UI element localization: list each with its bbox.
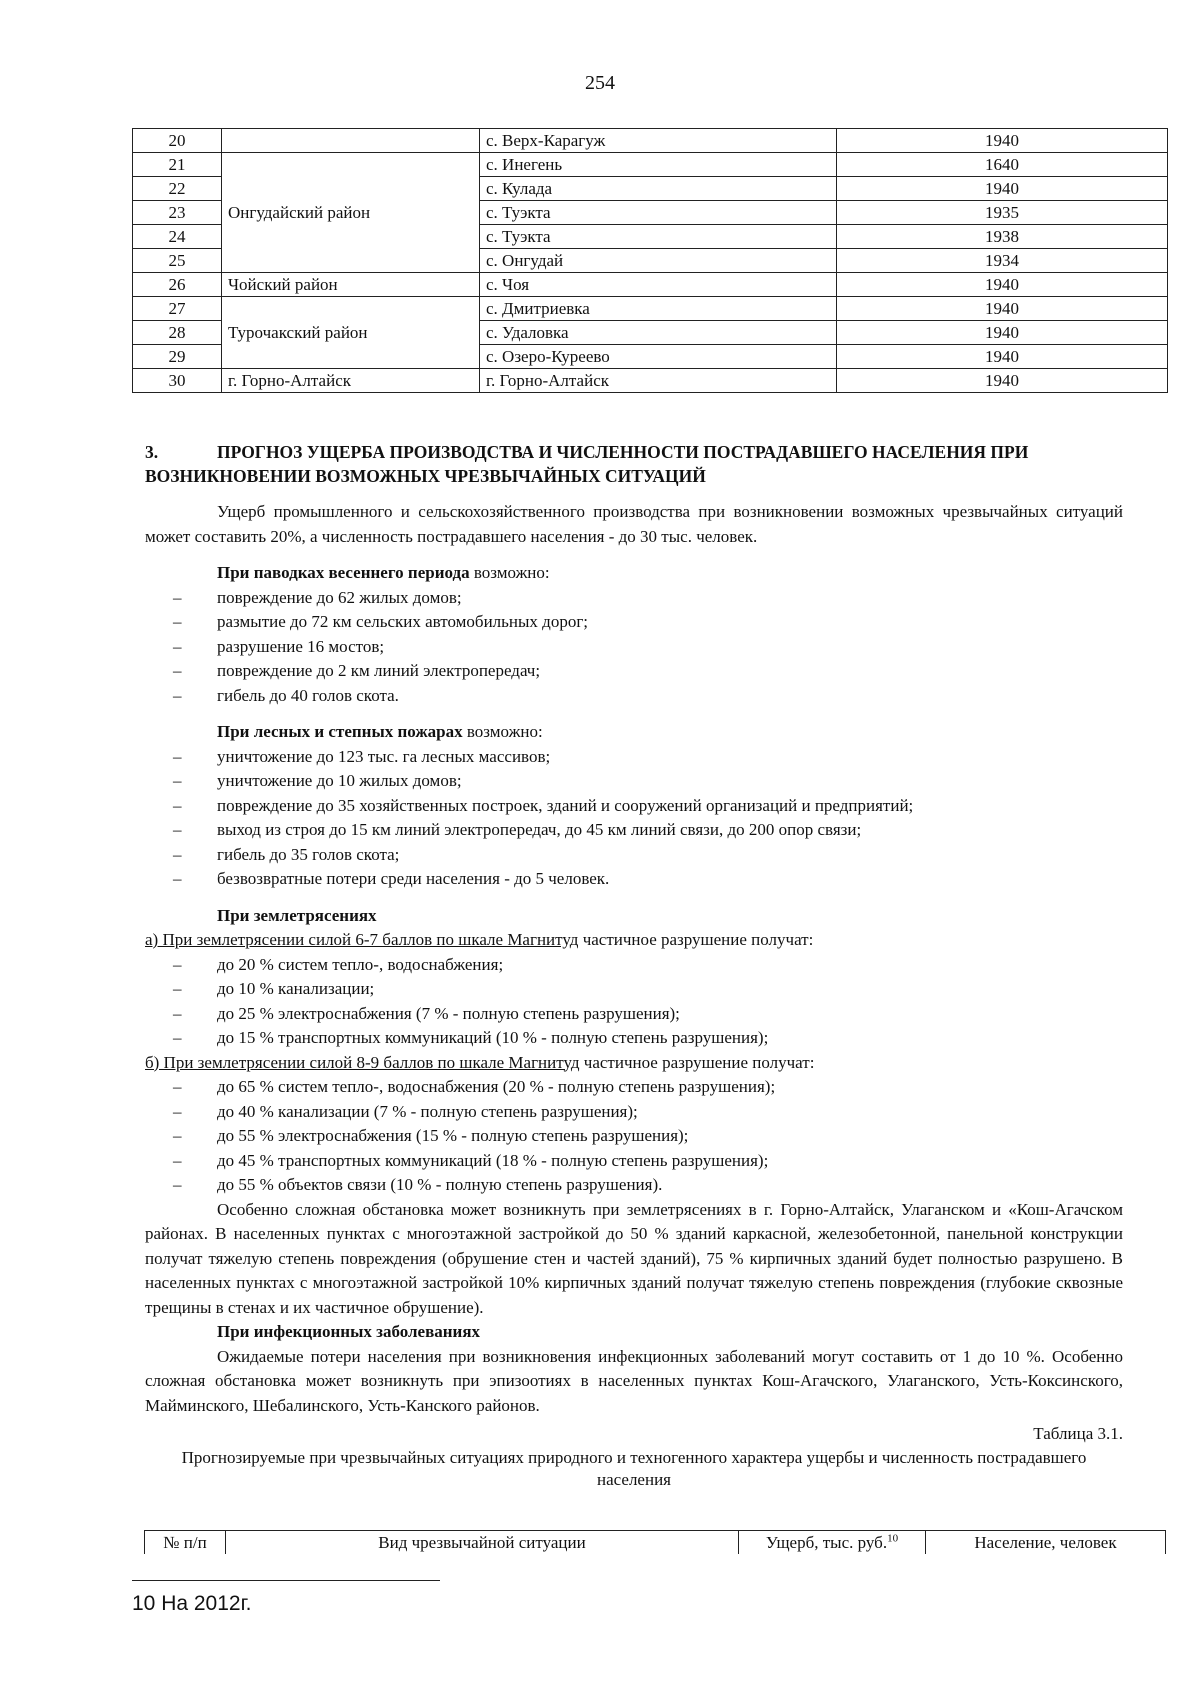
- table-row: [133, 297, 1168, 321]
- column-header-text: Ущерб, тыс. руб.: [765, 1533, 888, 1552]
- district-cell: Турочакский район: [222, 297, 480, 369]
- floods-lead-rest: возможно:: [469, 563, 550, 582]
- floods-list: [145, 586, 1123, 709]
- year-cell: 1940: [837, 273, 1168, 297]
- year-cell: 1940: [837, 297, 1168, 321]
- earthquake-b-list: [145, 1075, 1123, 1198]
- list-item: – до 25 % электроснабжения (7 % - полную степень разрушения);: [173, 1003, 680, 1023]
- table-row: [133, 273, 1168, 297]
- section-content: [145, 440, 1123, 1491]
- row-number: 20: [133, 129, 222, 153]
- list-item: – повреждение до 2 км линий электропередач;: [173, 661, 541, 680]
- list-item-text: уничтожение до 123 тыс. га лесных массивов;: [217, 746, 551, 766]
- floods-lead: [145, 561, 1123, 586]
- settlement-cell: с. Инегень: [480, 153, 837, 177]
- earthquake-a-underlined: а) При землетрясении силой 6-7 баллов по шкале Магнитуд: [145, 930, 579, 949]
- list-item: – до 65 % систем тепло-, водоснабжения (20 % - полную степень разрушения);: [173, 1077, 776, 1096]
- settlement-cell: г. Горно-Алтайск: [480, 369, 837, 393]
- list-item: – гибель до 35 голов скота;: [173, 844, 400, 864]
- page-number: 254: [585, 72, 615, 94]
- year-cell: 1640: [837, 153, 1168, 177]
- list-item: – размытие до 72 км сельских автомобильных дорог;: [173, 612, 589, 631]
- row-number: 21: [133, 153, 222, 177]
- list-item: – до 55 % объектов связи (10 % - полную степень разрушения).: [173, 1175, 663, 1194]
- year-cell: 1938: [837, 225, 1168, 249]
- list-item-text: размытие до 72 км сельских автомобильных дорог;: [217, 612, 589, 631]
- list-item-text: выход из строя до 15 км линий электропередач, до 45 км линий связи, до 200 опор связи;: [217, 820, 862, 839]
- damage-forecast-table: [144, 1530, 1166, 1554]
- list-item-text: безвозвратные потери среди населения - до 5 человек.: [217, 869, 610, 888]
- list-item: – выход из строя до 15 км линий электропередач, до 45 км линий связи, до 200 опор связи;: [173, 820, 862, 839]
- column-header: № п/п: [145, 1531, 226, 1555]
- table-row: [133, 369, 1168, 393]
- earthquake-b-underlined: б) При землетрясении силой 8-9 баллов по шкале Магнитуд: [145, 1052, 580, 1072]
- table-row: [133, 153, 1168, 177]
- list-item: – уничтожение до 10 жилых домов;: [173, 771, 462, 790]
- section-title: ПРОГНОЗ УЩЕРБА ПРОИЗВОДСТВА И ЧИСЛЕННОСТИ ПОСТРАДАВШЕГО НАСЕЛЕНИЯ ПРИ ВОЗНИКНОВЕНИИ ВОЗМОЖНЫХ ЧРЕЗВЫЧАЙНЫХ СИТУАЦИЙ: [145, 442, 1029, 486]
- list-item: – до 55 % электроснабжения (15 % - полную степень разрушения);: [173, 1126, 689, 1145]
- settlement-cell: с. Верх-Карагуж: [480, 129, 837, 153]
- list-item-text: повреждение до 35 хозяйственных построек, зданий и сооружений организаций и предприятий;: [217, 795, 914, 815]
- list-item: – повреждение до 62 жилых домов;: [173, 587, 462, 607]
- settlement-cell: с. Туэкта: [480, 201, 837, 225]
- row-number: 29: [133, 345, 222, 369]
- year-cell: 1935: [837, 201, 1168, 225]
- row-number: 23: [133, 201, 222, 225]
- earthquakes-heading: При землетрясениях: [217, 905, 377, 925]
- footnote-reference: 10: [887, 1532, 899, 1545]
- list-item-text: до 40 % канализации (7 % - полную степень разрушения);: [217, 1101, 638, 1121]
- fires-list: [145, 745, 1123, 892]
- district-cell: Чойский район: [222, 273, 480, 297]
- settlement-cell: с. Озеро-Куреево: [480, 345, 837, 369]
- list-item-text: уничтожение до 10 жилых домов;: [217, 771, 462, 790]
- list-item-text: гибель до 40 голов скота.: [217, 685, 399, 705]
- table-row: [133, 129, 1168, 153]
- column-header: Вид чрезвычайной ситуации: [226, 1531, 739, 1555]
- footnote-divider: [132, 1580, 440, 1581]
- settlement-cell: с. Чоя: [480, 273, 837, 297]
- infections-paragraph: Ожидаемые потери населения при возникновения инфекционных заболеваний могут составить от 1 до 10 %. Особенно сложная обстановка может возникнуть при эпизоотиях в населенных пунктах Кош-Агачского, Улаганского, Усть-Коксинского, Майминского, Шебалинского, Усть-Канского районов.: [145, 1346, 1123, 1415]
- settlement-cell: с. Онгудай: [480, 249, 837, 273]
- list-item-text: до 25 % электроснабжения (7 % - полную степень разрушения);: [217, 1003, 680, 1023]
- settlement-cell: с. Туэкта: [480, 225, 837, 249]
- row-number: 30: [133, 369, 222, 393]
- list-item-text: гибель до 35 голов скота;: [217, 844, 400, 864]
- table-caption: Таблица 3.1.: [1033, 1424, 1123, 1443]
- section-heading: [145, 440, 1123, 488]
- list-item-text: до 10 % канализации;: [217, 979, 375, 998]
- infections-heading: При инфекционных заболеваниях: [217, 1322, 481, 1341]
- earthquake-a-list: [145, 953, 1123, 1051]
- list-item-text: до 45 % транспортных коммуникаций (18 % - полную степень разрушения);: [217, 1150, 769, 1170]
- row-number: 25: [133, 249, 222, 273]
- settlement-cell: с. Дмитриевка: [480, 297, 837, 321]
- list-item: – повреждение до 35 хозяйственных построек, зданий и сооружений организаций и предприятий;: [173, 795, 914, 815]
- row-number: 26: [133, 273, 222, 297]
- earthquake-a-rest: частичное разрушение получат:: [578, 930, 814, 949]
- year-cell: 1940: [837, 177, 1168, 201]
- earthquake-b-lead: [145, 1051, 1123, 1076]
- list-item: – гибель до 40 голов скота.: [173, 685, 399, 705]
- row-number: 27: [133, 297, 222, 321]
- row-number: 28: [133, 321, 222, 345]
- intro-paragraph: Ущерб промышленного и сельскохозяйственного производства при возникновении возможных чрезвычайных ситуаций может составить 20%, а численность пострадавшего населения - до 30 тыс. человек.: [145, 502, 1123, 546]
- table-header-row: [145, 1531, 1166, 1555]
- footnote-number: 10: [132, 1592, 156, 1615]
- district-cell: г. Горно-Алтайск: [222, 369, 480, 393]
- district-cell: [222, 129, 480, 153]
- list-item: – безвозвратные потери среди населения - до 5 человек.: [173, 869, 610, 888]
- year-cell: 1940: [837, 345, 1168, 369]
- floods-lead-bold: При паводках весеннего периода: [217, 563, 470, 582]
- settlement-cell: с. Кулада: [480, 177, 837, 201]
- table-title: Прогнозируемые при чрезвычайных ситуациях природного и техногенного характера ущербы и численность пострадавшего населения: [181, 1447, 1087, 1489]
- earthquake-a-lead: [145, 928, 1123, 953]
- list-item-text: до 55 % электроснабжения (15 % - полную степень разрушения);: [217, 1126, 689, 1145]
- list-item: – до 45 % транспортных коммуникаций (18 % - полную степень разрушения);: [173, 1150, 769, 1170]
- list-item: – до 40 % канализации (7 % - полную степень разрушения);: [173, 1101, 638, 1121]
- column-header: Население, человек: [926, 1531, 1166, 1555]
- earthquake-b-rest: частичное разрушение получат:: [579, 1052, 815, 1072]
- list-item: – до 15 % транспортных коммуникаций (10 % - полную степень разрушения);: [173, 1028, 769, 1047]
- earthquake-paragraph: Особенно сложная обстановка может возникнуть при землетрясениях в г. Горно-Алтайск, Улаганском и «Кош-Агачском районах. В населенных пунктах с многоэтажной застройкой до 50 % зданий каркасной, железобетонной, панельной конструкции получат тяжелую степень повреждения (обрушение стен и частей зданий), 75 % кирпичных зданий будет полностью разрушено. В населенных пунктах с многоэтажной застройкой 10% кирпичных зданий получат тяжелую степень повреждения (глубокие сквозные трещины в стенах и их частичное обрушение).: [145, 1199, 1123, 1317]
- list-item: – уничтожение до 123 тыс. га лесных массивов;: [173, 746, 551, 766]
- list-item-text: разрушение 16 мостов;: [217, 636, 385, 656]
- list-item-text: до 20 % систем тепло-, водоснабжения;: [217, 954, 504, 974]
- footnote-text: На 2012г.: [155, 1592, 252, 1615]
- fires-lead-bold: При лесных и степных пожарах: [217, 722, 463, 741]
- row-number: 24: [133, 225, 222, 249]
- year-cell: 1940: [837, 129, 1168, 153]
- settlement-cell: с. Удаловка: [480, 321, 837, 345]
- year-cell: 1940: [837, 369, 1168, 393]
- section-number: 3.: [145, 442, 159, 462]
- fires-lead-rest: возможно:: [462, 722, 543, 741]
- list-item-text: повреждение до 2 км линий электропередач;: [217, 661, 541, 680]
- footnote: [132, 1592, 252, 1616]
- fires-lead: [145, 720, 1123, 745]
- list-item-text: повреждение до 62 жилых домов;: [217, 587, 462, 607]
- column-header: [739, 1531, 926, 1555]
- settlements-table: [132, 128, 1168, 393]
- year-cell: 1940: [837, 321, 1168, 345]
- year-cell: 1934: [837, 249, 1168, 273]
- row-number: 22: [133, 177, 222, 201]
- list-item: – до 10 % канализации;: [173, 979, 375, 998]
- list-item-text: до 55 % объектов связи (10 % - полную степень разрушения).: [217, 1175, 663, 1194]
- list-item: – до 20 % систем тепло-, водоснабжения;: [173, 954, 504, 974]
- district-cell: Онгудайский район: [222, 153, 480, 273]
- list-item: – разрушение 16 мостов;: [173, 636, 385, 656]
- list-item-text: до 15 % транспортных коммуникаций (10 % - полную степень разрушения);: [217, 1028, 769, 1047]
- list-item-text: до 65 % систем тепло-, водоснабжения (20 % - полную степень разрушения);: [217, 1077, 776, 1096]
